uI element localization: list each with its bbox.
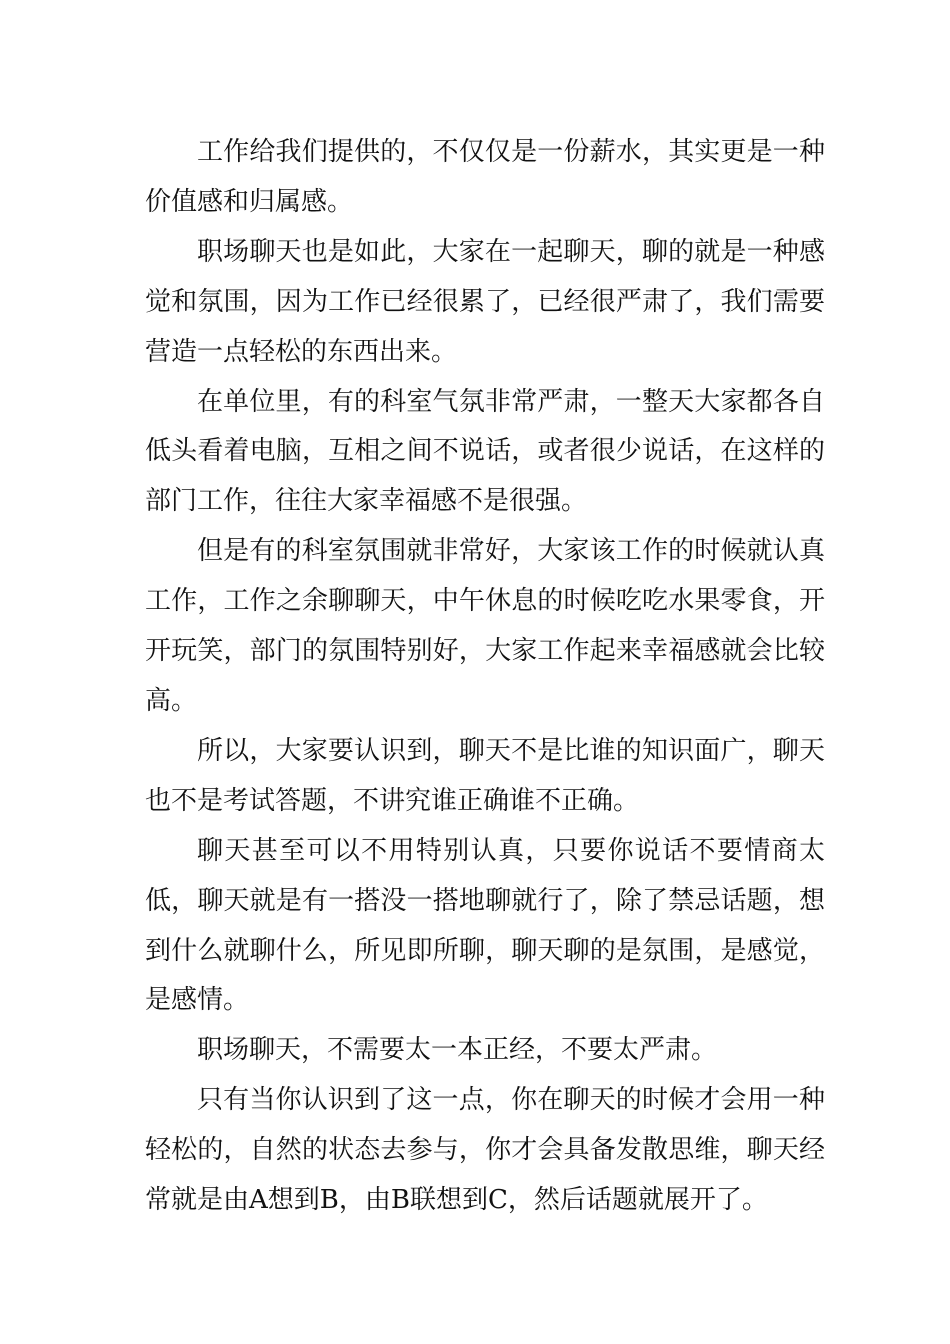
document-body bbox=[145, 128, 825, 1226]
paragraph: 聊天甚至可以不用特别认真，只要你说话不要情商太低，聊天就是有一搭没一搭地聊就行了，除了禁忌话题，想到什么就聊什么，所见即所聊，聊天聊的是氛围，是感觉，是感情。 bbox=[145, 835, 825, 1016]
paragraph: 但是有的科室氛围就非常好，大家该工作的时候就认真工作，工作之余聊聊天，中午休息的时候吃吃水果零食，开开玩笑，部门的氛围特别好，大家工作起来幸福感就会比较高。 bbox=[145, 536, 825, 716]
paragraph: 职场聊天也是如此，大家在一起聊天，聊的就是一种感觉和氛围，因为工作已经很累了，已经很严肃了，我们需要营造一点轻松的东西出来。 bbox=[145, 236, 825, 367]
paragraph: 只有当你认识到了这一点，你在聊天的时候才会用一种轻松的，自然的状态去参与，你才会具备发散思维，聊天经常就是由A想到B，由B联想到C，然后话题就展开了。 bbox=[145, 1085, 825, 1216]
paragraph: 所以，大家要认识到，聊天不是比谁的知识面广，聊天也不是考试答题，不讲究谁正确谁不正确。 bbox=[145, 735, 825, 816]
paragraph: 职场聊天，不需要太一本正经，不要太严肃。 bbox=[197, 1035, 718, 1066]
paragraph: 工作给我们提供的，不仅仅是一份薪水，其实更是一种价值感和归属感。 bbox=[145, 137, 825, 217]
paragraph: 在单位里，有的科室气氛非常严肃，一整天大家都各自低头看着电脑，互相之间不说话，或者很少说话，在这样的部门工作，往往大家幸福感不是很强。 bbox=[145, 386, 825, 517]
